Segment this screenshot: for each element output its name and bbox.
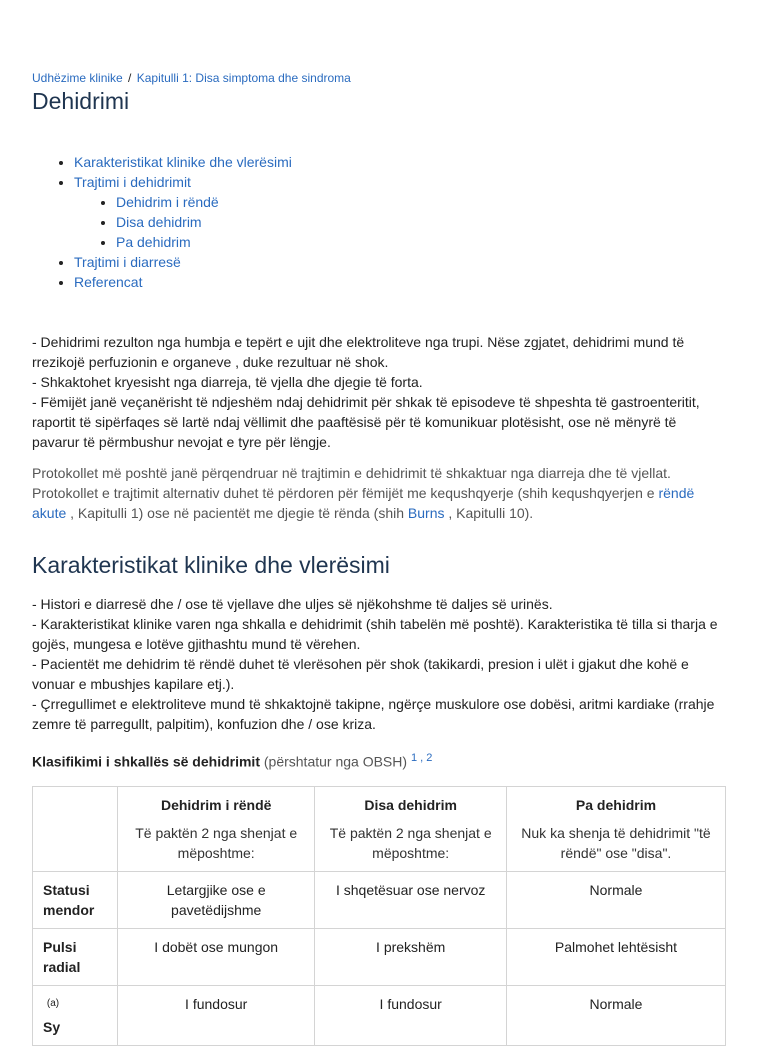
table-caption — [32, 752, 432, 770]
breadcrumb-separator: / — [128, 71, 132, 85]
intro-line: - Dehidrimi rezulton nga humbja e tepërt e ujit dhe elektroliteve nga trupi. Nëse zgjatet, dehidrimi mund të rrezikojë perfuzionin e organeve , duke rezultuar në shok. — [32, 334, 685, 370]
intro-line: - Shkaktohet kryesisht nga diarreja, të vjella dhe djegie të forta. — [32, 374, 423, 390]
section-heading: Karakteristikat klinike dhe vlerësimi — [32, 552, 390, 578]
toc-link-some-dehydration[interactable]: Disa dehidrim — [116, 214, 202, 230]
table-cell: I dobët ose mungon — [118, 929, 315, 986]
toc-link-clinical-features[interactable]: Karakteristikat klinike dhe vlerësimi — [74, 154, 292, 170]
header-some-sub: Të paktën 2 nga shenjat e mëposhtme: — [329, 825, 492, 861]
burns-link[interactable]: Burns — [407, 505, 445, 521]
table-cell: Normale — [506, 872, 725, 929]
table-cell: Palmohet lehtësisht — [506, 929, 725, 986]
toc-link-no-dehydration[interactable]: Pa dehidrim — [116, 234, 191, 250]
table-row — [33, 929, 726, 986]
breadcrumb-current-link[interactable]: Kapitulli 1: Disa simptoma dhe sindroma — [136, 71, 351, 85]
dehydration-classification-table — [32, 786, 726, 1046]
toc-link-treatment-diarrhoea[interactable]: Trajtimi i diarresë — [74, 254, 181, 270]
header-none-sub: Nuk ka shenja të dehidrimit "të rëndë" ose "disa". — [521, 825, 711, 861]
toc-item — [74, 272, 292, 292]
header-severe-sub: Të paktën 2 nga shenjat e mëposhtme: — [135, 825, 298, 861]
table-cell: I prekshëm — [315, 929, 507, 986]
toc-subitem — [116, 212, 292, 232]
feature-line: - Çrregullimet e elektroliteve mund të shkaktojnë takipne, ngërçe muskulore ose dobësi, aritmi kardiake (rrahje zemre të parregullt, palpitim), konfuzion dhe / ose kriza. — [32, 696, 715, 732]
header-severe: Dehidrim i rëndë Të paktën 2 nga shenjat e mëposhtme: — [118, 787, 315, 872]
intro-paragraph — [32, 332, 722, 452]
table-cell: I shqetësuar ose nervoz — [315, 872, 507, 929]
toc-link-treatment-dehydration[interactable]: Trajtimi i dehidrimit — [74, 174, 191, 190]
feature-line: - Pacientët me dehidrim të rëndë duhet të vlerësohen për shok (takikardi, presion i ulët i gjakut dhe kohë e vonuar e mbushjes kapilare etj.). — [32, 656, 689, 692]
table-header-row — [33, 787, 726, 872]
intro-line: - Fëmijët janë veçanërisht të ndjeshëm ndaj dehidrimit për shkak të episodeve të shpeshta të gastroenteritit, raportit të sipërfaqes së lartë ndaj vëllimit dhe paaftësisë për të komunikuar plotësisht, ose në mënyrë të pavarur të përmbushur nevojat e tyre për lëngje. — [32, 394, 700, 450]
toc-sublist — [74, 192, 292, 252]
header-some: Disa dehidrim Të paktën 2 nga shenjat e mëposhtme: — [315, 787, 507, 872]
table-cell: I fundosur — [118, 986, 315, 1046]
toc-item — [74, 152, 292, 172]
note-text: Protokollet më poshtë janë përqendruar në trajtimin e dehidrimit të shkaktuar nga diarreja dhe të vjellat. Protokollet e trajtimit alternativ duhet të përdoren për fëmijët me kequshqyerje (shih kequshqyerjen e — [32, 465, 671, 501]
table-cell: Letargjike ose e pavetëdijshme — [118, 872, 315, 929]
table-caption-title: Klasifikimi i shkallës së dehidrimit — [32, 753, 260, 770]
breadcrumb-root-link[interactable]: Udhëzime klinike — [32, 71, 123, 85]
note-text: , Kapitulli 10). — [444, 505, 534, 521]
footnote-marker[interactable]: (a) — [46, 998, 60, 1009]
table-row — [33, 986, 726, 1046]
feature-line: - Karakteristikat klinike varen nga shkalla e dehidrimit (shih tabelën më poshtë). Karakteristika të tilla si tharja e gojës, mungesa e lotëve gjithashtu mund të vërehen. — [32, 616, 718, 652]
table-caption-source: (përshtatur nga OBSH) — [259, 753, 408, 770]
page-title: Dehidrimi — [32, 88, 130, 114]
note-text: , Kapitulli 1) ose në pacientët me djegie të rënda (shih — [66, 505, 408, 521]
toc-subitem — [116, 232, 292, 252]
toc-subitem — [116, 192, 292, 212]
row-label: Statusi mendor — [33, 872, 118, 929]
row-label: $^{(a)}$ Sy — [33, 986, 118, 1046]
empty-header-cell — [33, 787, 118, 872]
table-of-contents — [56, 152, 292, 292]
row-label: Pulsi radial — [33, 929, 118, 986]
feature-line: - Histori e diarresë dhe / ose të vjellave dhe uljes së njëkohshme të daljes së urinës. — [32, 596, 553, 612]
toc-link-references[interactable]: Referencat — [74, 274, 143, 290]
clinical-features-list — [32, 594, 722, 734]
protocol-note — [32, 463, 722, 523]
table-cell: I fundosur — [315, 986, 507, 1046]
severe-acute-malnutrition-link[interactable]: rëndë akute — [32, 485, 695, 521]
toc-item — [74, 172, 292, 252]
toc-item — [74, 252, 292, 272]
breadcrumb — [32, 71, 351, 85]
table-cell: Normale — [506, 986, 725, 1046]
toc-link-severe-dehydration[interactable]: Dehidrim i rëndë — [116, 194, 219, 210]
table-row — [33, 872, 726, 929]
reference-links[interactable]: 1 , 2 — [410, 752, 433, 764]
header-none: Pa dehidrim Nuk ka shenja të dehidrimit "të rëndë" ose "disa". — [506, 787, 725, 872]
